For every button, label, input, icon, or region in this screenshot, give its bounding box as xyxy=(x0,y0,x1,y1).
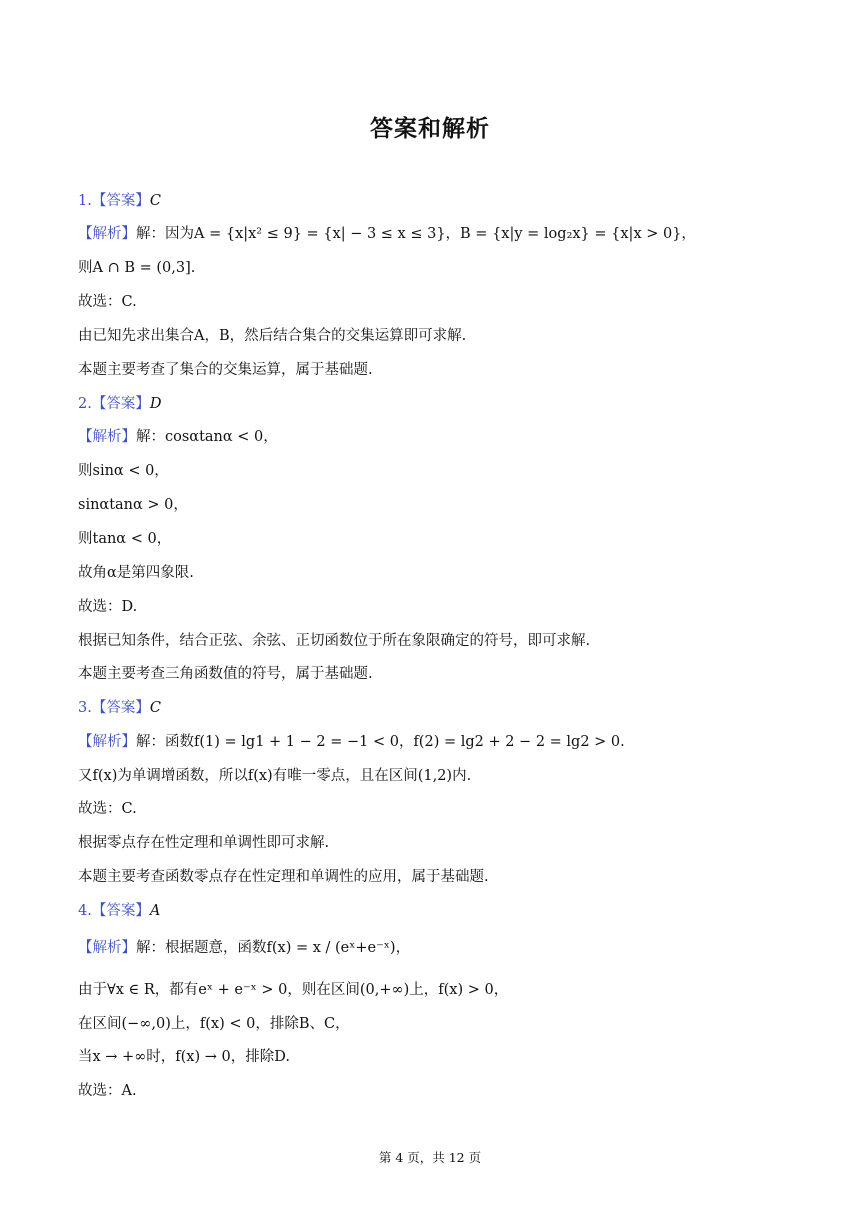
text-line: 当x → +∞时，f(x) → 0，排除D. xyxy=(78,1049,290,1065)
analysis-label: 【解析】 xyxy=(78,940,136,956)
text-line: 根据零点存在性定理和单调性即可求解. xyxy=(78,835,330,851)
text-line: 故角α是第四象限. xyxy=(78,565,194,581)
text-line: 本题主要考查了集合的交集运算，属于基础题. xyxy=(78,362,373,378)
text-line: 本题主要考查三角函数值的符号，属于基础题. xyxy=(78,666,373,682)
analysis-text: 解：函数f(1) = lg1 + 1 − 2 = −1 < 0，f(2) = lg2 + 2 − 2 = lg2 > 0. xyxy=(136,734,625,750)
answer-value: D xyxy=(149,396,162,412)
answer-label: 4.【答案】 xyxy=(78,903,150,919)
analysis-text: 解：根据题意，函数f(x) = x / (eˣ+e⁻ˣ)， xyxy=(136,940,411,956)
answer-label: 2.【答案】 xyxy=(78,396,150,412)
analysis-label: 【解析】 xyxy=(78,734,136,750)
answer-value: C xyxy=(149,700,161,716)
text-line: 则tanα < 0， xyxy=(78,531,172,547)
analysis-text: 解：cosαtanα < 0， xyxy=(136,429,278,445)
text-line: 则sinα < 0， xyxy=(78,463,169,479)
text-line: 根据已知条件，结合正弦、余弦、正切函数位于所在象限确定的符号，即可求解. xyxy=(78,633,591,649)
answer-value: C xyxy=(149,193,161,209)
text-line: 故选：A. xyxy=(78,1083,137,1099)
page-footer: 第 4 页，共 12 页 xyxy=(378,1150,482,1165)
text-line: 本题主要考查函数零点存在性定理和单调性的应用，属于基础题. xyxy=(78,869,489,885)
page-title: 答案和解析 xyxy=(370,116,490,142)
answer-2-line xyxy=(78,394,161,414)
analysis-label: 【解析】 xyxy=(78,429,136,445)
analysis-label: 【解析】 xyxy=(78,226,136,242)
text-line: 故选：C. xyxy=(78,801,137,817)
analysis-text: 解：因为A = {x|x² ≤ 9} = {x| − 3 ≤ x ≤ 3}，B = {x|y = log₂x} = {x|x > 0}， xyxy=(136,226,696,242)
analysis-3-line xyxy=(78,732,625,752)
answer-label: 1.【答案】 xyxy=(78,193,150,209)
text-line: 由已知先求出集合A，B，然后结合集合的交集运算即可求解. xyxy=(78,328,467,344)
analysis-1-line xyxy=(78,224,696,244)
answer-4-line xyxy=(78,901,160,921)
answer-label: 3.【答案】 xyxy=(78,700,150,716)
answer-3-line xyxy=(78,698,161,718)
text-line: 又f(x)为单调增函数，所以f(x)有唯一零点，且在区间(1,2)内. xyxy=(78,768,472,784)
text-line: 故选：C. xyxy=(78,294,137,310)
analysis-2-line xyxy=(78,427,278,447)
analysis-4-line xyxy=(78,938,410,958)
answer-value: A xyxy=(149,903,161,919)
text-line: 由于∀x ∈ R，都有eˣ + e⁻ˣ > 0，则在区间(0,+∞)上，f(x) > 0， xyxy=(78,982,509,998)
text-line: sinαtanα > 0， xyxy=(78,497,188,513)
answer-1-line xyxy=(78,191,161,211)
text-line: 在区间(−∞,0)上，f(x) < 0，排除B、C， xyxy=(78,1016,350,1032)
text-line: 则A ∩ B = (0,3]. xyxy=(78,260,196,276)
text-line: 故选：D. xyxy=(78,599,138,615)
